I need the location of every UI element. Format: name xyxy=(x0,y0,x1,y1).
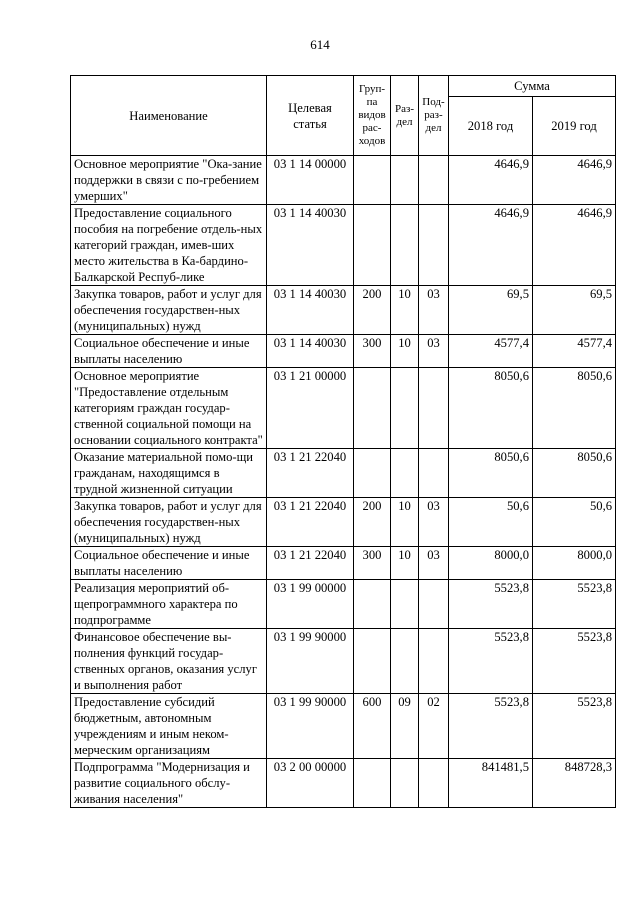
table-row xyxy=(71,759,616,808)
cell-podrazdel: 03 xyxy=(419,547,449,580)
cell-y2019: 5523,8 xyxy=(533,580,616,629)
cell-group xyxy=(354,156,391,205)
cell-y2019: 4646,9 xyxy=(533,205,616,286)
cell-code: 03 1 21 00000 xyxy=(267,368,354,449)
cell-code: 03 1 99 00000 xyxy=(267,580,354,629)
header-group: Груп-па видов рас-ходов xyxy=(354,76,391,156)
table-row xyxy=(71,694,616,759)
cell-y2018: 8050,6 xyxy=(449,449,533,498)
cell-code: 03 1 14 00000 xyxy=(267,156,354,205)
cell-podrazdel xyxy=(419,449,449,498)
cell-name: Социальное обеспечение и иные выплаты населению xyxy=(71,547,267,580)
cell-name: Предоставление социального пособия на погребение отдель-ных категорий граждан, имев-ших место жительства в Ка-бардино-Балкарской Респуб-лике xyxy=(71,205,267,286)
cell-y2019: 4577,4 xyxy=(533,335,616,368)
table-row xyxy=(71,205,616,286)
cell-y2018: 841481,5 xyxy=(449,759,533,808)
cell-code: 03 1 14 40030 xyxy=(267,335,354,368)
cell-y2018: 8000,0 xyxy=(449,547,533,580)
cell-group: 200 xyxy=(354,286,391,335)
cell-name: Предоставление субсидий бюджетным, автономным учреждениям и иным неком-мерческим организациям xyxy=(71,694,267,759)
cell-code: 03 2 00 00000 xyxy=(267,759,354,808)
cell-group xyxy=(354,368,391,449)
cell-razdel xyxy=(391,156,419,205)
cell-podrazdel: 02 xyxy=(419,694,449,759)
cell-code: 03 1 14 40030 xyxy=(267,286,354,335)
cell-podrazdel: 03 xyxy=(419,335,449,368)
table-row xyxy=(71,368,616,449)
cell-name: Основное мероприятие "Ока-зание поддержки в связи с по-гребением умерших" xyxy=(71,156,267,205)
cell-code: 03 1 99 90000 xyxy=(267,629,354,694)
cell-podrazdel xyxy=(419,629,449,694)
cell-y2018: 5523,8 xyxy=(449,629,533,694)
cell-y2019: 50,6 xyxy=(533,498,616,547)
cell-group: 600 xyxy=(354,694,391,759)
cell-razdel xyxy=(391,449,419,498)
cell-code: 03 1 14 40030 xyxy=(267,205,354,286)
cell-y2019: 4646,9 xyxy=(533,156,616,205)
cell-name: Закупка товаров, работ и услуг для обеспечения государствен-ных (муниципальных) нужд xyxy=(71,286,267,335)
table-row xyxy=(71,449,616,498)
page-number: 614 xyxy=(310,37,330,52)
cell-code: 03 1 21 22040 xyxy=(267,547,354,580)
cell-y2018: 50,6 xyxy=(449,498,533,547)
cell-y2019: 8000,0 xyxy=(533,547,616,580)
header-name: Наименование xyxy=(71,76,267,156)
cell-y2018: 4646,9 xyxy=(449,156,533,205)
table-row xyxy=(71,156,616,205)
cell-name: Финансовое обеспечение вы-полнения функций государ-ственных органов, оказания услуг и выполнения работ xyxy=(71,629,267,694)
table-row xyxy=(71,498,616,547)
cell-y2018: 5523,8 xyxy=(449,580,533,629)
cell-y2019: 8050,6 xyxy=(533,449,616,498)
cell-name: Подпрограмма "Модернизация и развитие социального обслу-живания населения" xyxy=(71,759,267,808)
header-sum: Сумма xyxy=(449,76,616,97)
cell-group: 200 xyxy=(354,498,391,547)
cell-y2019: 5523,8 xyxy=(533,694,616,759)
table-row xyxy=(71,286,616,335)
budget-table xyxy=(70,75,616,808)
header-podrazdel: Под-раз-дел xyxy=(419,76,449,156)
cell-name: Реализация мероприятий об-щепрограммного характера по подпрограмме xyxy=(71,580,267,629)
cell-podrazdel xyxy=(419,759,449,808)
cell-group xyxy=(354,759,391,808)
cell-y2018: 4646,9 xyxy=(449,205,533,286)
table-row xyxy=(71,547,616,580)
cell-y2019: 848728,3 xyxy=(533,759,616,808)
cell-y2018: 8050,6 xyxy=(449,368,533,449)
cell-podrazdel xyxy=(419,205,449,286)
header-razdel: Раз-дел xyxy=(391,76,419,156)
cell-razdel xyxy=(391,629,419,694)
cell-razdel xyxy=(391,205,419,286)
cell-y2018: 69,5 xyxy=(449,286,533,335)
cell-code: 03 1 21 22040 xyxy=(267,498,354,547)
cell-razdel: 09 xyxy=(391,694,419,759)
cell-podrazdel: 03 xyxy=(419,286,449,335)
cell-razdel: 10 xyxy=(391,498,419,547)
cell-group xyxy=(354,449,391,498)
cell-code: 03 1 21 22040 xyxy=(267,449,354,498)
table-row xyxy=(71,580,616,629)
table-row xyxy=(71,629,616,694)
cell-razdel xyxy=(391,368,419,449)
cell-razdel: 10 xyxy=(391,335,419,368)
cell-podrazdel xyxy=(419,156,449,205)
cell-name: Основное мероприятие "Предоставление отдельным категориям граждан государ-ственной социальной помощи на основании социального контракта" xyxy=(71,368,267,449)
cell-group xyxy=(354,629,391,694)
header-2019: 2019 год xyxy=(533,97,616,156)
cell-code: 03 1 99 90000 xyxy=(267,694,354,759)
cell-razdel: 10 xyxy=(391,286,419,335)
cell-podrazdel xyxy=(419,368,449,449)
cell-name: Закупка товаров, работ и услуг для обеспечения государствен-ных (муниципальных) нужд xyxy=(71,498,267,547)
cell-y2019: 5523,8 xyxy=(533,629,616,694)
header-2018: 2018 год xyxy=(449,97,533,156)
cell-razdel: 10 xyxy=(391,547,419,580)
cell-group: 300 xyxy=(354,335,391,368)
cell-y2019: 69,5 xyxy=(533,286,616,335)
cell-y2018: 4577,4 xyxy=(449,335,533,368)
cell-podrazdel: 03 xyxy=(419,498,449,547)
cell-group xyxy=(354,580,391,629)
cell-y2018: 5523,8 xyxy=(449,694,533,759)
cell-name: Социальное обеспечение и иные выплаты населению xyxy=(71,335,267,368)
cell-razdel xyxy=(391,580,419,629)
cell-podrazdel xyxy=(419,580,449,629)
cell-name: Оказание материальной помо-щи гражданам, находящимся в трудной жизненной ситуации xyxy=(71,449,267,498)
cell-y2019: 8050,6 xyxy=(533,368,616,449)
cell-group: 300 xyxy=(354,547,391,580)
header-code: Целевая статья xyxy=(267,76,354,156)
cell-razdel xyxy=(391,759,419,808)
table-row xyxy=(71,335,616,368)
cell-group xyxy=(354,205,391,286)
